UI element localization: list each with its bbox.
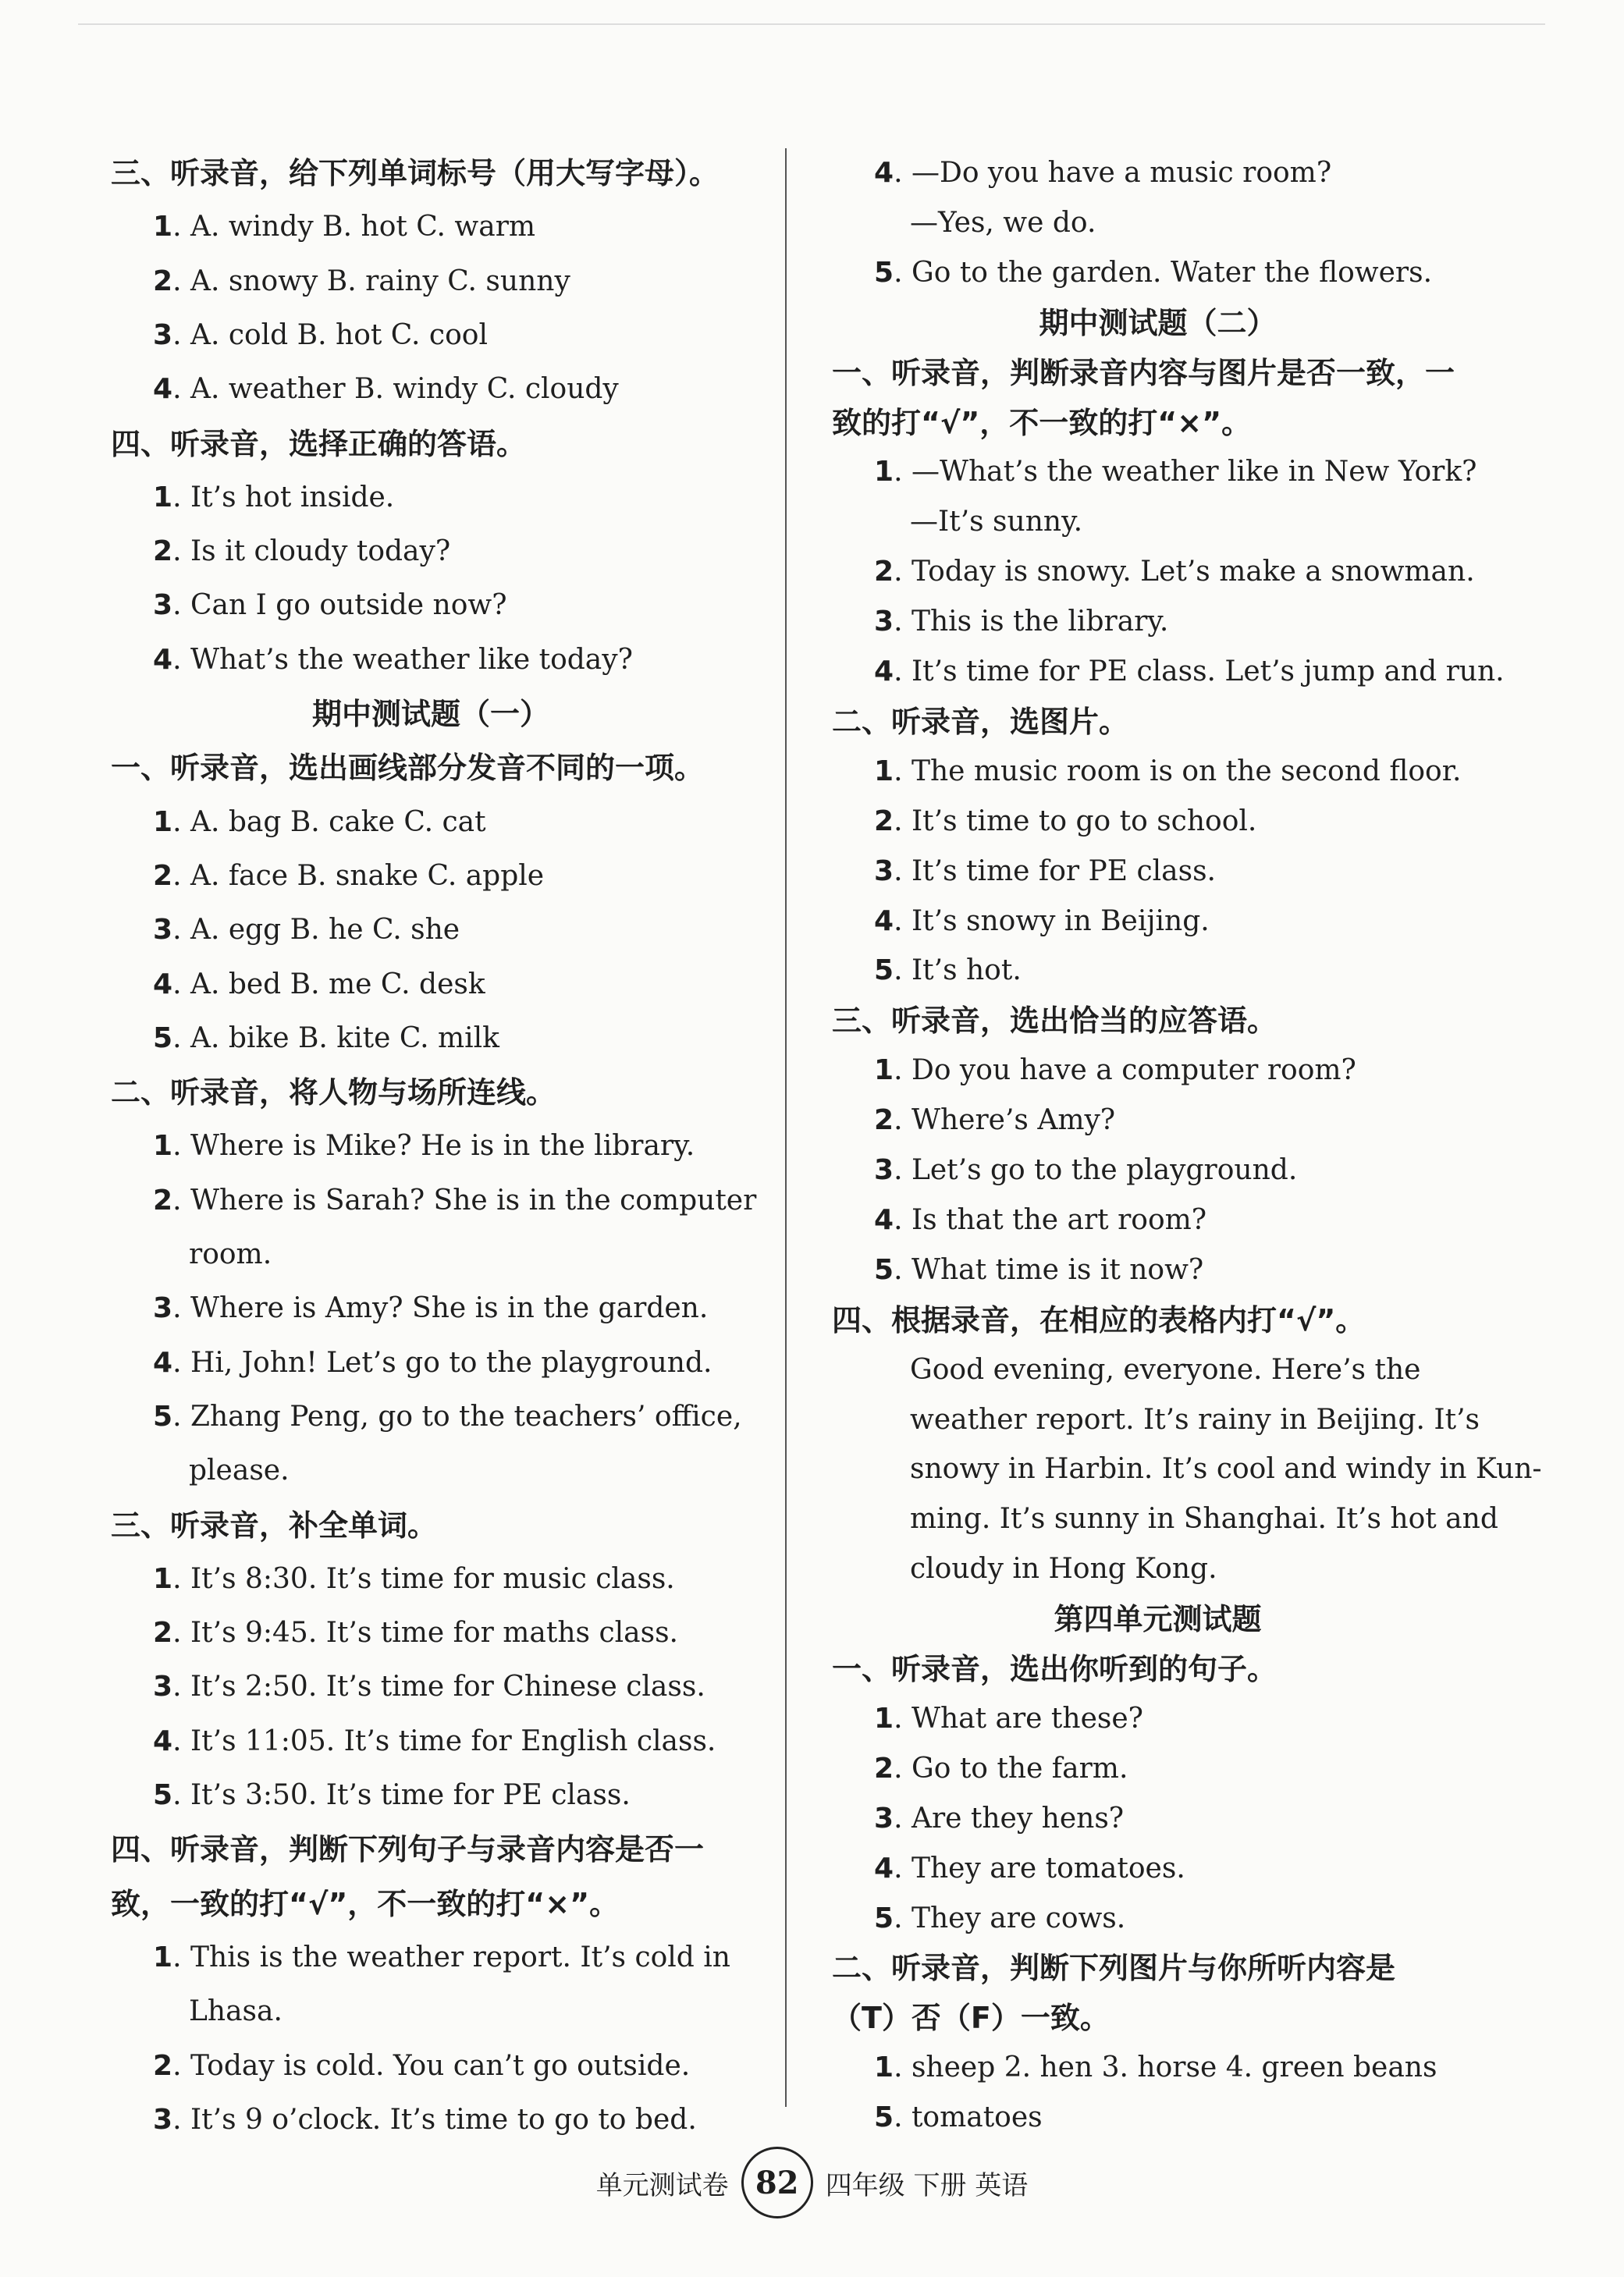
section-heading: 一、听录音，选出你听到的句子。 <box>832 1652 1278 1686</box>
question-number: 5 <box>153 1021 173 1054</box>
question-number: 2 <box>874 1104 894 1137</box>
question-number: 4 <box>153 1346 173 1379</box>
question-item <box>111 853 544 900</box>
question-item <box>832 898 1210 945</box>
question-number: 3 <box>874 606 894 638</box>
section-heading: 一、听录音，选出画线部分发音不同的一项。 <box>111 751 705 786</box>
question-number: 3 <box>874 1154 894 1186</box>
top-rule <box>78 23 1545 25</box>
question-text: . It’s hot inside. <box>172 481 395 513</box>
question-text: . Go to the farm. <box>894 1752 1128 1785</box>
question-item <box>111 312 488 359</box>
question-item <box>111 1934 730 1981</box>
question-text: . Are they hens? <box>894 1802 1125 1835</box>
question-text: . Let’s go to the playground. <box>894 1154 1298 1186</box>
question-item <box>111 637 633 684</box>
question-text: . A. bike B. kite C. milk <box>172 1021 499 1054</box>
question-text: . A. bag B. cake C. cat <box>172 805 486 838</box>
question-item <box>832 449 1477 496</box>
question-item <box>111 1285 708 1332</box>
question-number: 3 <box>153 589 173 622</box>
question-number: 2 <box>153 1184 173 1217</box>
continuation-line: snowy in Harbin. It’s cool and windy in Kun- <box>910 1453 1542 1486</box>
question-number: 3 <box>153 1671 173 1703</box>
question-number: 1 <box>874 1054 894 1087</box>
question-item <box>832 250 1432 297</box>
question-item <box>111 366 619 413</box>
question-number: 2 <box>153 535 173 568</box>
question-text: . It’s 2:50. It’s time for Chinese class. <box>172 1671 705 1703</box>
question-item <box>111 1772 631 1819</box>
question-text: . Where is Amy? She is in the garden. <box>172 1292 709 1325</box>
question-text: . —Do you have a music room? <box>894 157 1332 189</box>
question-number: 2 <box>153 2049 173 2082</box>
question-text: . They are cows. <box>894 1902 1126 1934</box>
section-heading: 三、听录音，补全单词。 <box>111 1508 438 1543</box>
question-item <box>111 907 460 954</box>
question-text: . Can I go outside now? <box>172 589 507 622</box>
question-item <box>111 1340 712 1387</box>
question-number: 3 <box>153 318 173 351</box>
question-number: 2 <box>874 1752 894 1785</box>
question-text: . Today is snowy. Let’s make a snowman. <box>894 556 1475 588</box>
question-item <box>832 947 1022 994</box>
question-number: 4 <box>874 157 894 189</box>
question-item <box>111 1610 678 1657</box>
section-heading: 三、听录音，选出恰当的应答语。 <box>832 1004 1278 1039</box>
question-number: 3 <box>874 1802 894 1835</box>
section-heading: 四、根据录音，在相应的表格内打“√”。 <box>832 1302 1366 1337</box>
question-item <box>832 1147 1297 1194</box>
question-number: 4 <box>874 655 894 687</box>
question-item <box>111 1718 716 1765</box>
section-heading: （T）否（F）一致。 <box>832 2001 1110 2036</box>
question-text: . What time is it now? <box>894 1253 1204 1286</box>
question-item <box>111 1123 695 1170</box>
question-text: . It’s time to go to school. <box>894 805 1257 837</box>
question-number: 4 <box>874 1203 894 1236</box>
test-title: 期中测试题（二） <box>1039 305 1277 340</box>
question-number: 3 <box>874 854 894 887</box>
question-text: . Where is Mike? He is in the library. <box>172 1130 695 1163</box>
question-text: . They are tomatoes. <box>894 1852 1185 1884</box>
question-text: . It’s 3:50. It’s time for PE class. <box>172 1779 631 1811</box>
question-text: . This is the library. <box>894 606 1169 638</box>
question-text: . Go to the garden. Water the flowers. <box>894 256 1433 289</box>
question-number: 5 <box>874 256 894 289</box>
question-number: 1 <box>153 1941 173 1973</box>
question-item <box>832 1845 1185 1892</box>
question-item <box>832 1197 1206 1244</box>
question-number: 2 <box>153 859 173 892</box>
question-item <box>111 204 535 250</box>
question-number: 2 <box>153 265 173 297</box>
question-text: . Is that the art room? <box>894 1203 1207 1236</box>
question-number: 5 <box>153 1400 173 1433</box>
section-heading: 一、听录音，判断录音内容与图片是否一致，一 <box>832 355 1455 390</box>
question-number: 1 <box>874 2051 894 2084</box>
question-item <box>111 1394 742 1440</box>
question-item <box>832 1746 1128 1792</box>
continuation-line: Lhasa. <box>189 1995 283 2028</box>
question-item <box>832 2044 1437 2091</box>
page-footer <box>0 2147 1624 2218</box>
question-number: 5 <box>153 1779 173 1811</box>
section-heading: 二、听录音，将人物与场所连线。 <box>111 1075 556 1110</box>
question-text: . It’s 8:30. It’s time for music class. <box>172 1562 675 1595</box>
question-number: 1 <box>874 1702 894 1735</box>
question-text: . A. bed B. me C. desk <box>172 968 485 1000</box>
section-heading: 二、听录音，判断下列图片与你所听内容是 <box>832 1951 1396 1986</box>
question-item <box>111 1015 499 1062</box>
question-text: . It’s 11:05. It’s time for English class. <box>172 1725 716 1757</box>
question-number: 1 <box>153 481 173 513</box>
question-item <box>111 474 394 521</box>
question-item <box>832 1247 1203 1294</box>
question-number: 1 <box>153 805 173 838</box>
question-item <box>832 1047 1356 1094</box>
question-number: 4 <box>153 968 173 1000</box>
continuation-line: —It’s sunny. <box>910 506 1083 538</box>
question-text: . Hi, John! Let’s go to the playground. <box>172 1346 712 1379</box>
question-text: . What’s the weather like today? <box>172 643 633 676</box>
continuation-line: room. <box>189 1238 272 1270</box>
question-number: 2 <box>153 1617 173 1650</box>
question-number: 1 <box>874 755 894 787</box>
question-item <box>832 2094 1043 2141</box>
continuation-line: cloudy in Hong Kong. <box>910 1553 1217 1586</box>
question-text: . tomatoes <box>894 2101 1043 2134</box>
continuation-line: please. <box>189 1455 290 1487</box>
section-heading: 四、听录音，判断下列句子与录音内容是否一 <box>111 1832 705 1867</box>
question-item <box>832 648 1505 695</box>
question-item <box>832 1097 1115 1144</box>
question-text: . A. snowy B. rainy C. sunny <box>172 265 570 297</box>
column-divider <box>785 148 787 2107</box>
question-text: . Zhang Peng, go to the teachers’ office, <box>172 1400 742 1433</box>
question-number: 4 <box>153 643 173 676</box>
question-item <box>111 799 486 846</box>
question-item <box>832 798 1256 845</box>
question-item <box>111 2097 697 2144</box>
question-text: . It’s 9:45. It’s time for maths class. <box>172 1617 678 1650</box>
question-text: . This is the weather report. It’s cold in <box>172 1941 730 1973</box>
continuation-line: weather report. It’s rainy in Beijing. It’s <box>910 1403 1480 1436</box>
question-text: . It’s snowy in Beijing. <box>894 904 1210 937</box>
footer-book-title: 单元测试卷 <box>595 2169 729 2201</box>
question-text: . A. egg B. he C. she <box>172 914 460 947</box>
question-number: 3 <box>153 914 173 947</box>
question-item <box>111 1556 675 1603</box>
question-text: . —What’s the weather like in New York? <box>894 456 1477 488</box>
continuation-line: ming. It’s sunny in Shanghai. It’s hot and <box>910 1503 1498 1536</box>
question-number: 1 <box>153 1562 173 1595</box>
question-text: . Is it cloudy today? <box>172 535 451 568</box>
question-text: . A. cold B. hot C. cool <box>172 318 488 351</box>
question-text: . It’s 9 o’clock. It’s time to go to bed. <box>172 2103 697 2136</box>
continuation-line: —Yes, we do. <box>910 206 1096 239</box>
question-number: 5 <box>874 1902 894 1934</box>
question-number: 4 <box>874 1852 894 1884</box>
question-number: 3 <box>153 2103 173 2136</box>
passage-line: Good evening, everyone. Here’s the <box>910 1353 1421 1386</box>
question-text: . Do you have a computer room? <box>894 1054 1356 1087</box>
section-heading: 二、听录音，选图片。 <box>832 704 1129 739</box>
question-text: . The music room is on the second floor. <box>894 755 1462 787</box>
question-text: . Today is cold. You can’t go outside. <box>172 2049 691 2082</box>
question-text: . A. weather B. windy C. cloudy <box>172 373 619 406</box>
question-item <box>111 582 507 629</box>
question-number: 4 <box>874 904 894 937</box>
question-number: 1 <box>153 1130 173 1163</box>
question-number: 2 <box>874 805 894 837</box>
page-number: 82 <box>741 2147 813 2218</box>
test-title: 第四单元测试题 <box>1054 1602 1262 1637</box>
footer-grade-subject: 四年级 下册 英语 <box>825 2169 1029 2201</box>
question-text: . It’s time for PE class. <box>894 854 1216 887</box>
question-text: . Where’s Amy? <box>894 1104 1116 1137</box>
section-heading: 四、听录音，选择正确的答语。 <box>111 426 527 461</box>
question-item <box>832 848 1216 895</box>
question-number: 5 <box>874 1253 894 1286</box>
question-item <box>832 1696 1143 1742</box>
question-text: . A. face B. snake C. apple <box>172 859 545 892</box>
question-text: . Where is Sarah? She is in the computer <box>172 1184 757 1217</box>
test-title: 期中测试题（一） <box>311 697 549 731</box>
question-text: . It’s time for PE class. Let’s jump and run. <box>894 655 1505 687</box>
question-text: . sheep 2. hen 3. horse 4. green beans <box>894 2051 1437 2084</box>
question-number: 1 <box>874 456 894 488</box>
question-item <box>111 528 450 575</box>
question-item <box>832 549 1475 595</box>
question-item <box>111 1664 705 1710</box>
question-text: . What are these? <box>894 1702 1143 1735</box>
question-number: 4 <box>153 1725 173 1757</box>
question-number: 4 <box>153 373 173 406</box>
question-item <box>832 748 1461 795</box>
question-item <box>111 961 485 1008</box>
question-item <box>832 150 1331 197</box>
section-heading: 三、听录音，给下列单词标号（用大写字母）。 <box>111 156 720 190</box>
question-number: 3 <box>153 1292 173 1325</box>
section-heading: 致，一致的打“√”，不一致的打“×”。 <box>111 1886 620 1921</box>
question-item <box>832 599 1168 645</box>
question-item <box>111 258 570 305</box>
question-item <box>111 2043 690 2090</box>
question-number: 5 <box>874 2101 894 2134</box>
question-number: 2 <box>874 556 894 588</box>
question-text: . A. windy B. hot C. warm <box>172 211 536 243</box>
question-item <box>832 1895 1125 1942</box>
question-item <box>111 1178 756 1224</box>
question-number: 1 <box>153 211 173 243</box>
question-item <box>832 1796 1124 1842</box>
question-number: 5 <box>874 954 894 987</box>
section-heading: 致的打“√”，不一致的打“×”。 <box>832 405 1252 440</box>
question-text: . It’s hot. <box>894 954 1022 987</box>
